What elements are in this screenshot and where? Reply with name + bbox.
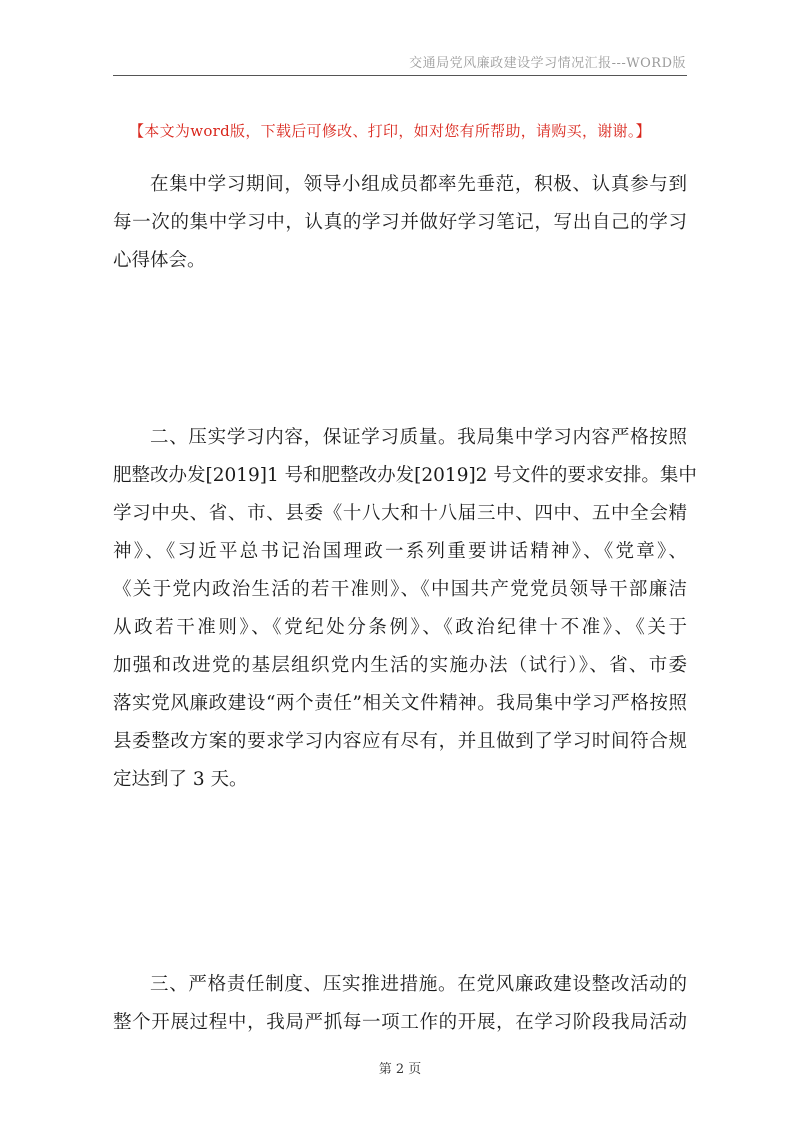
paragraph-line: 《关于党内政治生活的若干准则》、《中国共产党党员领导干部廉洁 [113, 579, 687, 600]
download-notice: 【本文为word版，下载后可修改、打印，如对您有所帮助，请购买，谢谢。】 [129, 122, 651, 140]
page-number: 第 2 页 [378, 1062, 422, 1077]
paragraph-line: 加强和改进党的基层组织党内生活的实施办法（试行）》、省、市委 [113, 655, 687, 676]
paragraph-line: 在集中学习期间，领导小组成员都率先垂范，积极、认真参与到 [150, 174, 687, 195]
paragraph-line: 从政若干准则》、《党纪处分条例》、《政治纪律十不准》、《关于 [113, 617, 687, 638]
paragraph-line: 心得体会。 [113, 250, 206, 271]
paragraph-line: 三、严格责任制度、压实推进措施。在党风廉政建设整改活动的 [150, 974, 687, 995]
paragraph-line: 二、压实学习内容，保证学习质量。我局集中学习内容严格按照 [150, 427, 687, 448]
paragraph-line: 肥整改办发[2019]1 号和肥整改办发[2019]2 号文件的要求安排。集中 [113, 465, 697, 486]
paragraph-2 [113, 419, 697, 799]
header-divider [113, 75, 687, 76]
paragraph-line: 神》、《习近平总书记治国理政一系列重要讲话精神》、《党章》、 [113, 541, 687, 562]
paragraph-line: 每一次的集中学习中，认真的学习并做好学习笔记，写出自己的学习 [113, 212, 687, 233]
paragraph-line: 县委整改方案的要求学习内容应有尽有，并且做到了学习时间符合规 [113, 731, 687, 752]
paragraph-line: 整个开展过程中，我局严抓每一项工作的开展，在学习阶段我局活动 [113, 1012, 687, 1033]
paragraph-line: 定达到了 3 天。 [113, 769, 248, 790]
paragraph-line: 学习中央、省、市、县委《十八大和十八届三中、四中、五中全会精 [113, 503, 687, 524]
paragraph-3 [113, 966, 687, 1042]
paragraph-1 [113, 166, 687, 280]
paragraph-line: 落实党风廉政建设“两个责任”相关文件精神。我局集中学习严格按照 [113, 693, 687, 714]
document-header-title: 交通局党风廉政建设学习情况汇报---WORD版 [409, 56, 686, 71]
